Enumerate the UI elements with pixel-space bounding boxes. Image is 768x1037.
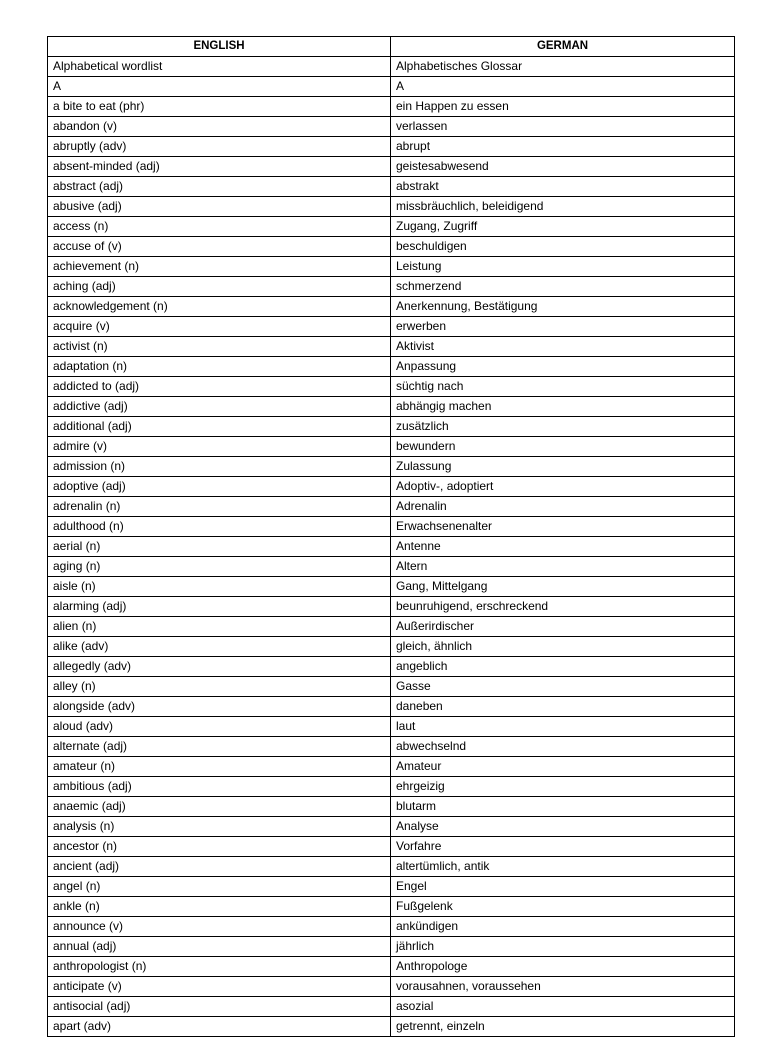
english-term: alien (n) (48, 617, 391, 637)
table-row (48, 637, 735, 657)
english-term: anticipate (v) (48, 977, 391, 997)
german-translation: A (391, 77, 735, 97)
english-term: ambitious (adj) (48, 777, 391, 797)
table-row (48, 1017, 735, 1037)
english-term: additional (adj) (48, 417, 391, 437)
table-row (48, 557, 735, 577)
german-translation: Anerkennung, Bestätigung (391, 297, 735, 317)
english-term: angel (n) (48, 877, 391, 897)
german-translation: ehrgeizig (391, 777, 735, 797)
table-row (48, 737, 735, 757)
table-row (48, 917, 735, 937)
table-row (48, 457, 735, 477)
german-translation: Engel (391, 877, 735, 897)
english-term: anaemic (adj) (48, 797, 391, 817)
german-translation: ein Happen zu essen (391, 97, 735, 117)
table-row (48, 337, 735, 357)
german-translation: Antenne (391, 537, 735, 557)
table-row (48, 577, 735, 597)
table-row (48, 837, 735, 857)
table-row (48, 617, 735, 637)
english-term: addicted to (adj) (48, 377, 391, 397)
german-translation: Analyse (391, 817, 735, 837)
german-translation: Adrenalin (391, 497, 735, 517)
english-term: abruptly (adv) (48, 137, 391, 157)
english-term: anthropologist (n) (48, 957, 391, 977)
table-row (48, 497, 735, 517)
german-translation: abhängig machen (391, 397, 735, 417)
table-row (48, 377, 735, 397)
english-term: abandon (v) (48, 117, 391, 137)
table-row (48, 357, 735, 377)
table-row (48, 657, 735, 677)
english-term: aching (adj) (48, 277, 391, 297)
german-translation: Zulassung (391, 457, 735, 477)
english-term: antisocial (adj) (48, 997, 391, 1017)
english-term: aerial (n) (48, 537, 391, 557)
english-term: acquire (v) (48, 317, 391, 337)
german-translation: Leistung (391, 257, 735, 277)
table-row (48, 857, 735, 877)
table-row (48, 157, 735, 177)
table-row (48, 197, 735, 217)
german-translation: laut (391, 717, 735, 737)
table-row (48, 477, 735, 497)
table-row (48, 537, 735, 557)
table-row (48, 817, 735, 837)
english-term: aging (n) (48, 557, 391, 577)
english-term: admire (v) (48, 437, 391, 457)
english-term: acknowledgement (n) (48, 297, 391, 317)
german-translation: angeblich (391, 657, 735, 677)
german-translation: schmerzend (391, 277, 735, 297)
english-term: alley (n) (48, 677, 391, 697)
english-term: allegedly (adv) (48, 657, 391, 677)
german-translation: missbräuchlich, beleidigend (391, 197, 735, 217)
english-term: addictive (adj) (48, 397, 391, 417)
table-row (48, 957, 735, 977)
table-row (48, 677, 735, 697)
table-row (48, 57, 735, 77)
english-term: access (n) (48, 217, 391, 237)
table-row (48, 797, 735, 817)
table-row (48, 397, 735, 417)
glossary-sheet (47, 36, 734, 1037)
english-term: alarming (adj) (48, 597, 391, 617)
german-translation: altertümlich, antik (391, 857, 735, 877)
english-term: announce (v) (48, 917, 391, 937)
german-translation: jährlich (391, 937, 735, 957)
table-row (48, 877, 735, 897)
german-translation: gleich, ähnlich (391, 637, 735, 657)
english-term: aloud (adv) (48, 717, 391, 737)
table-row (48, 237, 735, 257)
english-term: ancestor (n) (48, 837, 391, 857)
german-translation: zusätzlich (391, 417, 735, 437)
german-translation: daneben (391, 697, 735, 717)
german-translation: Fußgelenk (391, 897, 735, 917)
german-translation: Gasse (391, 677, 735, 697)
german-translation: Aktivist (391, 337, 735, 357)
english-term: amateur (n) (48, 757, 391, 777)
header-english: ENGLISH (48, 37, 391, 57)
german-translation: Anpassung (391, 357, 735, 377)
english-term: ankle (n) (48, 897, 391, 917)
english-term: abstract (adj) (48, 177, 391, 197)
glossary-body (48, 57, 735, 1037)
german-translation: bewundern (391, 437, 735, 457)
german-translation: Vorfahre (391, 837, 735, 857)
english-term: admission (n) (48, 457, 391, 477)
german-translation: vorausahnen, voraussehen (391, 977, 735, 997)
table-row (48, 597, 735, 617)
english-term: abusive (adj) (48, 197, 391, 217)
german-translation: asozial (391, 997, 735, 1017)
german-translation: abwechselnd (391, 737, 735, 757)
german-translation: Alphabetisches Glossar (391, 57, 735, 77)
english-term: A (48, 77, 391, 97)
header-row (48, 37, 735, 57)
english-term: absent-minded (adj) (48, 157, 391, 177)
table-row (48, 317, 735, 337)
table-row (48, 717, 735, 737)
english-term: adulthood (n) (48, 517, 391, 537)
table-row (48, 97, 735, 117)
german-translation: Erwachsenenalter (391, 517, 735, 537)
table-row (48, 117, 735, 137)
table-row (48, 257, 735, 277)
german-translation: Zugang, Zugriff (391, 217, 735, 237)
english-term: aisle (n) (48, 577, 391, 597)
german-translation: getrennt, einzeln (391, 1017, 735, 1037)
english-term: a bite to eat (phr) (48, 97, 391, 117)
german-translation: verlassen (391, 117, 735, 137)
table-row (48, 437, 735, 457)
english-term: adrenalin (n) (48, 497, 391, 517)
german-translation: abstrakt (391, 177, 735, 197)
english-term: apart (adv) (48, 1017, 391, 1037)
english-term: achievement (n) (48, 257, 391, 277)
table-row (48, 997, 735, 1017)
table-row (48, 897, 735, 917)
english-term: alongside (adv) (48, 697, 391, 717)
german-translation: beschuldigen (391, 237, 735, 257)
table-row (48, 297, 735, 317)
german-translation: blutarm (391, 797, 735, 817)
german-translation: Adoptiv-, adoptiert (391, 477, 735, 497)
table-row (48, 777, 735, 797)
english-term: adaptation (n) (48, 357, 391, 377)
table-row (48, 177, 735, 197)
table-row (48, 217, 735, 237)
header-german: GERMAN (391, 37, 735, 57)
table-row (48, 137, 735, 157)
english-term: annual (adj) (48, 937, 391, 957)
table-row (48, 977, 735, 997)
german-translation: erwerben (391, 317, 735, 337)
german-translation: süchtig nach (391, 377, 735, 397)
table-row (48, 277, 735, 297)
german-translation: Außerirdischer (391, 617, 735, 637)
german-translation: Altern (391, 557, 735, 577)
english-term: alternate (adj) (48, 737, 391, 757)
glossary-table (47, 36, 735, 1037)
english-term: ancient (adj) (48, 857, 391, 877)
english-term: adoptive (adj) (48, 477, 391, 497)
german-translation: geistesabwesend (391, 157, 735, 177)
table-row (48, 937, 735, 957)
table-row (48, 417, 735, 437)
german-translation: ankündigen (391, 917, 735, 937)
english-term: accuse of (v) (48, 237, 391, 257)
german-translation: Amateur (391, 757, 735, 777)
table-row (48, 697, 735, 717)
german-translation: beunruhigend, erschreckend (391, 597, 735, 617)
english-term: Alphabetical wordlist (48, 57, 391, 77)
german-translation: abrupt (391, 137, 735, 157)
english-term: alike (adv) (48, 637, 391, 657)
english-term: activist (n) (48, 337, 391, 357)
german-translation: Anthropologe (391, 957, 735, 977)
table-row (48, 77, 735, 97)
table-row (48, 757, 735, 777)
german-translation: Gang, Mittelgang (391, 577, 735, 597)
table-row (48, 517, 735, 537)
english-term: analysis (n) (48, 817, 391, 837)
